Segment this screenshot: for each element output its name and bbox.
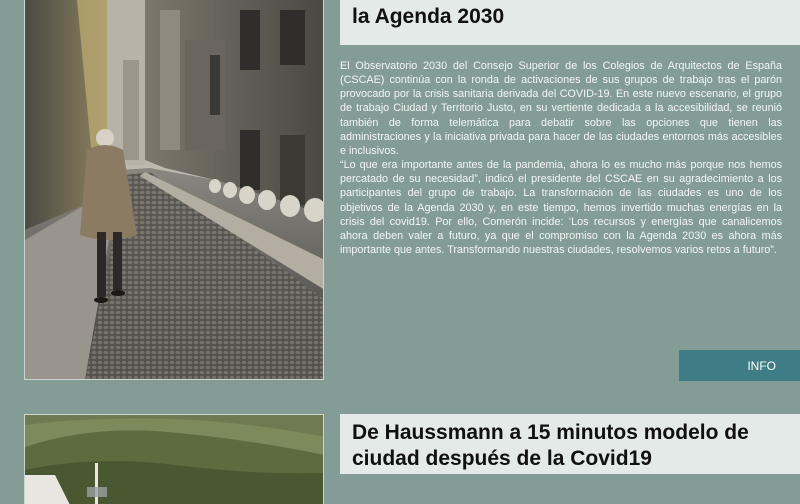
info-button-label: INFO xyxy=(747,359,776,373)
article-paragraph: El Observatorio 2030 del Consejo Superior de los Colegios de Arquitectos de España (CSCAE) continúa con la ronda de activaciones de sus grupos de trabajo tras el parón provocado por la crisis sanitaria derivada del COVID-19. En este nuevo escenario, el grupo de trabajo Ciudad y Territorio Justo, en su vertiente dedicada a la accesibilidad, se reunió también de forma telemática para debatir sobre las opciones que tienen las administraciones y la iniciativa privada para hacer de las ciudades entornos más accesibles e inclusivos. xyxy=(340,60,782,157)
article-paragraph: “Lo que era importante antes de la pandemia, ahora lo es mucho más porque nos hemos percatado de su necesidad”, indicó el presidente del CSCAE en su agradecimiento a los participantes del grupo de trabajo. La transformación de las ciudades es uno de los objetivos de la Agenda 2030 y, en este tiempo, hemos invertido muchas energías en la crisis del covid19. Por ello, Comerón incide: ‘Los recursos y energías que canalicemos ahora deben valer a futuro, ya que el compromiso con la Agenda 2030 es ahora más importante que antes. Transformando nuestras ciudades, resolvemos varios retos a futuro”. xyxy=(340,159,782,257)
article-photo-street[interactable] xyxy=(24,0,324,380)
article-title-band xyxy=(340,414,800,474)
street-photo-image xyxy=(25,0,324,380)
article-title[interactable]: la Agenda 2030 xyxy=(352,5,505,28)
article-photo-landscape[interactable] xyxy=(24,414,324,504)
info-button[interactable] xyxy=(679,350,800,381)
article-title[interactable]: De Haussmann a 15 minutos modelo de ciudad después de la Covid19 xyxy=(352,421,749,470)
article-body xyxy=(340,59,782,257)
article-title-band xyxy=(340,0,800,45)
landscape-photo-image xyxy=(25,415,324,504)
